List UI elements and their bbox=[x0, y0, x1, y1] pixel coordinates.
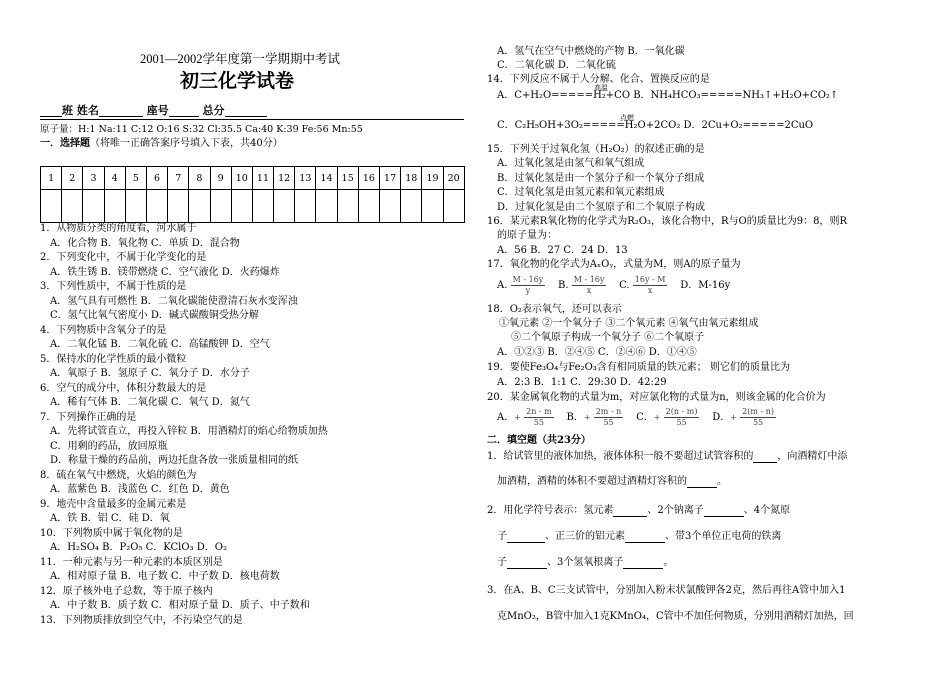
class-label: 班 bbox=[62, 104, 73, 117]
q14-options-2: C．C₂H₅OH+3O₂=====H₂O+2CO₂ D．2Cu+O₂=====2CuO bbox=[497, 120, 814, 131]
fill2-blank-3[interactable] bbox=[507, 531, 545, 543]
answer-cell[interactable] bbox=[252, 190, 273, 223]
fill2-blank-4[interactable] bbox=[625, 531, 665, 543]
seat-blank[interactable] bbox=[169, 105, 199, 117]
answer-cell[interactable] bbox=[168, 190, 189, 223]
q17-a-label: A. bbox=[497, 280, 508, 291]
q20-c-label: C． bbox=[636, 412, 654, 423]
answer-number-cell: 6 bbox=[146, 167, 167, 190]
fill2-text-c: 、4个氮原 bbox=[743, 505, 791, 516]
q17-d-option: D．M-16y bbox=[680, 280, 731, 291]
q17-b-num: M - 16y bbox=[573, 275, 605, 284]
answer-cell[interactable] bbox=[62, 190, 83, 223]
question-options: D．称量干燥的药品前，两边托盘各放一张质量相同的纸 bbox=[50, 455, 299, 466]
q20-d-den: 55 bbox=[752, 418, 764, 427]
q15-option-a: A．过氧化氢是由氢气和氧气组成 bbox=[497, 158, 645, 169]
q17-a-fraction bbox=[511, 275, 546, 296]
question-stem: 12．原子核外电子总数，等于原子核内 bbox=[40, 585, 213, 597]
answer-number-cell: 16 bbox=[358, 167, 379, 190]
answer-number-cell: 13 bbox=[295, 167, 316, 190]
answer-cell[interactable] bbox=[83, 190, 104, 223]
q20-options bbox=[497, 407, 776, 428]
answer-cell[interactable] bbox=[295, 190, 316, 223]
q18-options: A．①②③ B．②④⑤ C．②④⑥ D．①④⑤ bbox=[497, 347, 697, 358]
answer-number-cell: 4 bbox=[104, 167, 125, 190]
q20-a-label: A． bbox=[497, 412, 515, 423]
q20-a-sign: + bbox=[514, 412, 521, 422]
answer-cell[interactable] bbox=[41, 190, 62, 223]
question-stem: 9．地壳中含量最多的金属元素是 bbox=[40, 498, 187, 510]
q20-b-num: 2m - n bbox=[595, 407, 622, 416]
answer-cell[interactable] bbox=[104, 190, 125, 223]
q18-line-2: ⑤二个氧原子构成一个氧分子 ⑥二个氧原子 bbox=[511, 332, 705, 343]
q20-b-label: B． bbox=[566, 412, 584, 423]
fill1-text-a: 1．给试管里的液体加热，液体体积一般不要超过试管容积的 bbox=[487, 451, 754, 462]
name-label: 姓名 bbox=[76, 104, 99, 117]
q17-b-den: x bbox=[586, 286, 592, 295]
q20-a-den: 55 bbox=[533, 418, 545, 427]
answer-cell[interactable] bbox=[358, 190, 379, 223]
section1-heading: 一．选择题 bbox=[40, 138, 90, 149]
fill2-text-d: 子 bbox=[497, 531, 507, 542]
q20-c-den: 55 bbox=[676, 418, 687, 427]
q20-a-num: 2n - m bbox=[526, 407, 552, 416]
question-options: A．稀有气体 B．二氧化碳 C．氧气 D．氮气 bbox=[50, 397, 250, 408]
exam-title: 2001—2002学年度第一学期期中考试 bbox=[140, 52, 341, 66]
answer-number-cell: 20 bbox=[443, 167, 464, 190]
answer-input-row bbox=[41, 190, 465, 223]
answer-number-cell: 14 bbox=[316, 167, 337, 190]
q20-d-label: D． bbox=[712, 412, 731, 423]
question-stem: 2．下列变化中，不属于化学变化的是 bbox=[40, 252, 207, 263]
q17-b-fraction bbox=[572, 275, 607, 296]
fill1-text-d: 。 bbox=[717, 476, 727, 487]
answer-cell[interactable] bbox=[401, 190, 422, 223]
answer-cell[interactable] bbox=[316, 190, 337, 223]
question-options: A．氧原子 B．氢原子 C．氧分子 D．水分子 bbox=[50, 368, 250, 379]
question-options: A．二氧化锰 B．二氧化硫 C．高锰酸钾 D．空气 bbox=[50, 339, 270, 350]
q20-d-fraction bbox=[740, 407, 776, 428]
q20-d-sign: + bbox=[730, 412, 737, 422]
q20-b-fraction bbox=[594, 407, 624, 428]
answer-cell[interactable] bbox=[189, 190, 210, 223]
q17-c-fraction bbox=[633, 275, 668, 296]
q17-c-den: x bbox=[647, 286, 653, 295]
answer-number-cell: 11 bbox=[252, 167, 273, 190]
fill2-text-e: 、正三价的铝元素 bbox=[545, 531, 625, 542]
q17-c-num: 16y - M bbox=[634, 275, 666, 284]
q18-stem: 18．O₂表示氧气，还可以表示 bbox=[487, 304, 622, 315]
answer-number-cell: 12 bbox=[274, 167, 295, 190]
q15-option-b: B．过氧化氢是由一个氢分子和一个氧分子组成 bbox=[497, 173, 705, 184]
answer-cell[interactable] bbox=[422, 190, 443, 223]
question-options: C．氢气比氧气密度小 D．碱式碳酸铜受热分解 bbox=[50, 310, 259, 321]
question-options: A．铁生锈 B．镁带燃烧 C．空气液化 D．火药爆炸 bbox=[50, 266, 280, 278]
question-options: C．用剩的药品，放回原瓶 bbox=[50, 440, 168, 452]
answer-cell[interactable] bbox=[443, 190, 464, 223]
q20-stem: 20．某金属氧化物的式量为m，对应氯化物的式量为n，则该金属的化合价为 bbox=[487, 392, 826, 403]
fill3-line1: 3．在A、B、C三支试管中，分别加入粉末状氯酸钾各2克，然后再往A管中加入1 bbox=[487, 585, 846, 596]
fill2-text-f: 、带3个单位正电荷的铁离 bbox=[665, 531, 782, 542]
q14-stem: 14．下列反应不属于人分解、化合、置换反应的是 bbox=[487, 74, 710, 85]
question-stem: 10．下列物质中属于氧化物的是 bbox=[40, 527, 183, 539]
question-options: A．先将试管直立，再投入锌粒 B．用酒精灯的焰心给物质加热 bbox=[50, 426, 328, 437]
answer-number-cell: 15 bbox=[337, 167, 358, 190]
q18-line-1: ①氧元素 ②一个氧分子 ③二个氧元素 ④氧气由氧元素组成 bbox=[499, 318, 759, 329]
q15-option-d: D．过氧化氢是由二个氢原子和二个氧原子构成 bbox=[497, 202, 706, 213]
q15-stem: 15．下列关于过氧化氢（H₂O₂）的叙述正确的是 bbox=[487, 144, 705, 155]
section1-title bbox=[40, 137, 283, 150]
q20-a-fraction bbox=[524, 407, 554, 428]
fill2-text-b: 、2个钠离子 bbox=[647, 505, 704, 516]
section2-heading: 二．填空题（共23分） bbox=[487, 435, 591, 446]
fill3-line2: 克MnO₂，B管中加入1克KMnO₄，C管中不加任何物质，分别用酒精灯加热，回 bbox=[497, 611, 854, 622]
fill1-text-c: 加酒精，酒精的体积不要超过酒精灯容积的 bbox=[497, 476, 687, 487]
question-stem: 13．下列物质排放到空气中，不污染空气的是 bbox=[40, 614, 243, 626]
answer-table bbox=[40, 166, 465, 223]
score-label: 总分 bbox=[202, 104, 225, 117]
answer-cell[interactable] bbox=[274, 190, 295, 223]
fill2-line2 bbox=[497, 530, 781, 543]
header-divider bbox=[40, 119, 464, 120]
fill2-blank-6[interactable] bbox=[623, 557, 663, 569]
atomic-mass: 原子量：H:1 Na:11 C:12 O:16 S:32 Cl:35.5 Ca:40 K:39 Fe:56 Mn:55 bbox=[40, 124, 363, 135]
q14-condition-high-temp: 高温 bbox=[594, 84, 608, 92]
q20-c-sign: + bbox=[653, 412, 661, 422]
question-options: A．蓝紫色 B．浅蓝色 C．红色 D．黄色 bbox=[50, 484, 230, 495]
q17-b-label: B. bbox=[558, 280, 569, 291]
answer-cell[interactable] bbox=[231, 190, 252, 223]
fill2-text-h: 、3个氢氧根离子 bbox=[547, 557, 624, 568]
question-options: A．相对原子量 B．电子数 C．中子数 D．核电荷数 bbox=[50, 571, 280, 582]
section1-note: （将唯一正确答案序号填入下表，共40分） bbox=[90, 138, 283, 149]
answer-number-cell: 3 bbox=[83, 167, 104, 190]
question-stem: 5．保持水的化学性质的最小微粒 bbox=[40, 353, 187, 365]
question-stem: 7．下列操作正确的是 bbox=[40, 411, 137, 423]
q19-stem: 19．要使Fe₃O₄与Fe₂O₃含有相同质量的铁元素； 则它们的质量比为 bbox=[487, 362, 790, 373]
answer-cell[interactable] bbox=[146, 190, 167, 223]
question-stem: 1．从物质分类的角度看，河水属于 bbox=[40, 223, 197, 234]
question-stem: 8．硫在氧气中燃烧，火焰的颜色为 bbox=[40, 469, 197, 481]
q13-options-1: A．氢气在空气中燃烧的产物 B．一氧化碳 bbox=[497, 46, 685, 57]
q20-b-sign: + bbox=[583, 412, 591, 422]
answer-number-cell: 8 bbox=[189, 167, 210, 190]
fill2-line1 bbox=[487, 504, 790, 517]
q19-options: A．2:3 B．1:1 C．29:30 D．42:29 bbox=[497, 377, 667, 388]
q17-options bbox=[497, 275, 730, 296]
fill1-line1 bbox=[487, 450, 847, 463]
answer-number-cell: 1 bbox=[41, 167, 62, 190]
question-stem: 11．一种元素与另一种元素的本质区别是 bbox=[40, 556, 223, 568]
answer-cell[interactable] bbox=[210, 190, 231, 223]
q17-stem: 17．氧化物的化学式为AₓOᵧ，式量为M，则A的原子量为 bbox=[487, 259, 741, 270]
answer-number-cell: 5 bbox=[125, 167, 146, 190]
question-options: A．H₂SO₄ B．P₂O₅ C．KClO₃ D．O₂ bbox=[50, 542, 227, 553]
fill2-text-i: 。 bbox=[663, 557, 674, 568]
question-stem: 4．下列物质中含氧分子的是 bbox=[40, 324, 167, 336]
answer-cell[interactable] bbox=[125, 190, 146, 223]
q20-c-fraction bbox=[664, 407, 700, 428]
q13-options-2: C．二氧化碳 D．二氧化硫 bbox=[497, 60, 616, 71]
answer-number-row bbox=[41, 167, 465, 190]
answer-number-cell: 9 bbox=[210, 167, 231, 190]
answer-number-cell: 2 bbox=[62, 167, 83, 190]
seat-label: 座号 bbox=[146, 104, 169, 117]
answer-cell[interactable] bbox=[337, 190, 358, 223]
fill1-blank-1[interactable] bbox=[753, 451, 777, 463]
paper-title: 初三化学试卷 bbox=[180, 70, 295, 92]
fill2-text-a: 2．用化学符号表示：氢元素 bbox=[487, 505, 614, 516]
fill2-text-g: 子 bbox=[497, 557, 507, 568]
student-info-row bbox=[40, 104, 267, 117]
score-blank[interactable] bbox=[225, 105, 267, 117]
answer-number-cell: 7 bbox=[168, 167, 189, 190]
question-options: A．化合物 B．氧化物 C．单质 D．混合物 bbox=[50, 237, 240, 249]
fill1-line2 bbox=[497, 475, 727, 488]
fill2-line3 bbox=[497, 556, 673, 569]
fill2-blank-2[interactable] bbox=[704, 505, 744, 517]
fill2-blank-1[interactable] bbox=[613, 505, 647, 517]
name-blank[interactable] bbox=[99, 105, 143, 117]
fill1-text-b: ，向酒精灯中添 bbox=[777, 451, 848, 462]
answer-number-cell: 17 bbox=[380, 167, 401, 190]
fill1-blank-2[interactable] bbox=[687, 476, 717, 488]
answer-number-cell: 19 bbox=[422, 167, 443, 190]
question-options: A．氢气具有可燃性 B．二氧化碳能使澄清石灰水变浑浊 bbox=[50, 295, 298, 307]
q16-options: A．56 B．27 C．24 D．13 bbox=[497, 245, 628, 256]
q17-c-label: C. bbox=[619, 280, 630, 291]
q20-b-den: 55 bbox=[603, 418, 614, 427]
question-stem: 3．下列性质中，不属于性质的是 bbox=[40, 281, 187, 292]
q14-options-1: A．C+H₂O=====H₂+CO B．NH₄HCO₃=====NH₃↑+H₂O+CO₂↑ bbox=[497, 90, 839, 101]
q14-condition-ignite: 点燃 bbox=[620, 114, 634, 122]
answer-number-cell: 10 bbox=[231, 167, 252, 190]
q16-stem-1: 16．某元素R氧化物的化学式为R₂O₃，该化合物中，R与O的质量比为9：8，则R bbox=[487, 216, 847, 227]
question-options: A．铁 B．铝 C．硅 D．氧 bbox=[50, 513, 170, 524]
fill2-blank-5[interactable] bbox=[507, 557, 547, 569]
q15-option-c: C．过氧化氢是由氢元素和氧元素组成 bbox=[497, 187, 665, 198]
q20-d-num: 2(m - n) bbox=[742, 407, 774, 416]
question-stem: 6．空气的成分中，体积分数最大的是 bbox=[40, 382, 207, 394]
class-blank[interactable] bbox=[40, 105, 62, 117]
question-options: A．中子数 B．质子数 C．相对原子量 D．质子、中子数和 bbox=[50, 600, 310, 611]
q17-a-den: y bbox=[525, 286, 531, 295]
q20-c-num: 2(n - m) bbox=[665, 407, 698, 416]
answer-number-cell: 18 bbox=[401, 167, 422, 190]
q16-stem-2: 的原子量为： bbox=[497, 230, 557, 241]
answer-cell[interactable] bbox=[380, 190, 401, 223]
q17-a-num: M - 16y bbox=[512, 275, 544, 284]
